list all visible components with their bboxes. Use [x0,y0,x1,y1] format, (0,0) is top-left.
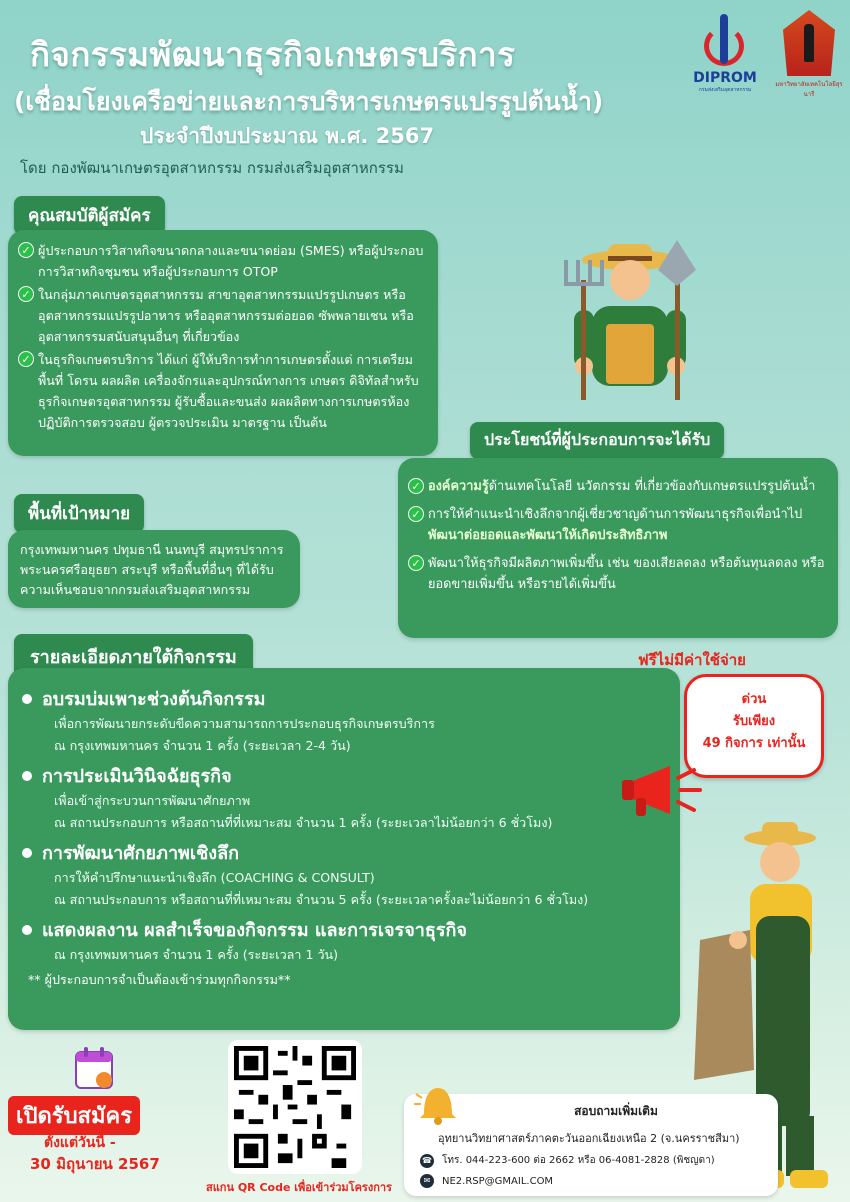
activity-line: ณ สถานประกอบการ หรือสถานที่ที่เหมาะสม จำนวน 5 ครั้ง (ระยะเวลาครั้งละไม่น้อยกว่า 6 ชั่วโมง) [54,892,589,907]
activity-title: การประเมินวินิจฉัยธุรกิจ [42,766,232,787]
list-item [408,476,826,498]
university-seal [783,10,835,76]
target-area-heading: พื้นที่เป้าหมาย [14,494,144,533]
target-area-text: กรุงเทพมหานคร ปทุมธานี นนทบุรี สมุทรปราการ พระนครศรีอยุธยา สระบุรี หรือพื้นที่อื่นๆ ที่ได้รับความเห็นชอบจากกรมส่งเสริมอุตสาหกรรม [20,542,284,597]
benefit-text [428,504,826,547]
bell-icon [412,1082,462,1126]
contact-title: สอบถามเพิ่มเติม [574,1104,658,1118]
activity-item [22,684,666,757]
qr-caption: สแกน QR Code เพื่อเข้าร่วมโครงการ [206,1181,392,1194]
list-item [18,349,428,433]
qualification-text: ในกลุ่มภาคเกษตรอุตสาหกรรม สาขาอุตสาหกรรมแปรรูปเกษตร หรืออุตสาหกรรมแปรรูปอาหาร หรืออุตสาหกรรมต่อยอด ซัพพลายเชน หรืออุตสาหกรรมสนับสนุนอื่นๆ ที่เกี่ยวข้อง [38,287,414,344]
megaphone-icon [620,760,704,820]
benefit-text [428,476,815,498]
check-icon: ✓ [408,506,424,522]
fiscal-year: ประจำปีงบประมาณ พ.ศ. 2567 [140,124,435,148]
target-area-panel [8,530,300,608]
check-icon: ✓ [18,286,34,302]
bullet-icon [22,694,32,704]
details-panel [8,668,680,1030]
contact-phone[interactable]: โทร. 044-223-600 ต่อ 2662 หรือ 06-4081-2828 (พิชญดา) [442,1155,715,1166]
phone-icon: ☎ [420,1154,434,1168]
activity-line: การให้คำปรึกษาแนะนำเชิงลึก (COACHING & CONSULT) [54,870,375,885]
registration-from: ตั้งแต่วันนี้ - [44,1135,116,1151]
activity-item [22,761,666,834]
limited-offer-bubble [684,674,824,778]
list-item [408,553,826,596]
activity-title: แสดงผลงาน ผลสำเร็จของกิจกรรม และการเจรจาธุรกิจ [42,920,467,941]
bullet-icon [22,848,32,858]
bubble-line: 49 กิจการ เท่านั้น [702,736,806,751]
activity-title: อบรมบ่มเพาะช่วงต้นกิจกรรม [42,689,266,710]
benefit-rest: พัฒนาให้ธุรกิจมีผลิตภาพเพิ่มขึ้น เช่น ของเสียลดลง หรือต้นทุนลดลง หรือยอดขายเพิ่มขึ้น หรือรายได้เพิ่มขึ้น [428,555,825,592]
contact-org: อุทยานวิทยาศาสตร์ภาคตะวันออกเฉียงเหนือ 2 (จ.นครราชสีมา) [438,1132,740,1145]
activity-line: ณ สถานประกอบการ หรือสถานที่ที่เหมาะสม จำนวน 1 ครั้ง (ระยะเวลาไม่น้อยกว่า 6 ชั่วโมง) [54,815,553,830]
participation-note: ** ผู้ประกอบการจำเป็นต้องเข้าร่วมทุกกิจกรรม** [28,972,291,987]
check-icon: ✓ [18,351,34,367]
benefit-emphasis: องค์ความรู้ [428,479,489,494]
list-item [18,240,428,282]
activity-title: การพัฒนาศักยภาพเชิงลึก [42,843,240,864]
benefit-rest: ด้านเทคโนโลยี นวัตกรรม ที่เกี่ยวข้องกับเกษตรแปรรูปต้นน้ำ [488,479,816,494]
benefits-heading: ประโยชน์ที่ผู้ประกอบการจะได้รับ [470,422,724,459]
qr-code-pattern [234,1046,356,1168]
diprom-logo-sub: กรมส่งเสริมอุตสาหกรรม [698,87,752,93]
activity-item [22,838,666,911]
registration-open-label: เปิดรับสมัคร [8,1096,140,1135]
details-heading: รายละเอียดภายใต้กิจกรรม [14,634,253,679]
activity-line: ณ กรุงเทพมหานคร จำนวน 1 ครั้ง (ระยะเวลา 2-4 วัน) [54,738,351,753]
free-label: ฟรีไม่มีค่าใช้จ่าย [638,651,746,669]
qualifications-panel [8,230,438,456]
benefits-panel [398,458,838,638]
check-icon: ✓ [408,555,424,571]
bullet-icon [22,925,32,935]
check-icon: ✓ [408,478,424,494]
university-logo-sub: มหาวิทยาลัยเทคโนโลยีสุรนารี [775,81,843,98]
benefit-rest: การให้คำแนะนำเชิงลึกจากผู้เชี่ยวชาญด้านการพัฒนาธุรกิจเพื่อนำไป [428,506,803,522]
check-icon: ✓ [18,242,34,258]
registration-deadline: 30 มิถุนายน 2567 [30,1155,160,1173]
bubble-line: ด่วน [741,692,767,707]
diprom-logo-name: DIPROM [693,70,757,86]
contact-email-row[interactable] [420,1174,768,1188]
activity-line: เพื่อการพัฒนายกระดับขีดความสามารถการประกอบธุรกิจเกษตรบริการ [54,716,435,731]
qualification-text: ในธุรกิจเกษตรบริการ ได้แก่ ผู้ให้บริการทำการเกษตรตั้งแต่ การเตรียมพื้นที่ โดรน ผลผลิต เครื่องจักรและอุปกรณ์ทางการ เกษตร ดิจิทัลสำหรับธุรกิจเกษตรอุตสาหกรรม ผู้รับซื้อและขนส่ง ผลผลิตทางการเกษตรห้องปฏิบัติการตรวจสอบ ผู้ตรวจประเมิน มาตรฐาน เป็นต้น [38,352,419,430]
page-title: กิจกรรมพัฒนาธุรกิจเกษตรบริการ [30,35,516,74]
activity-line: เพื่อเข้าสู่กระบวนการพัฒนาศักยภาพ [54,793,251,808]
contact-email[interactable]: NE2.RSP@GMAIL.COM [442,1175,554,1187]
list-item [18,284,428,347]
diprom-logo [688,14,762,100]
bullet-icon [22,771,32,781]
benefit-emphasis: พัฒนาต่อยอดและพัฒนาให้เกิดประสิทธิภาพ [428,528,668,543]
farmer-illustration [530,240,730,420]
activity-line: ณ กรุงเทพมหานคร จำนวน 1 ครั้ง (ระยะเวลา 1 วัน) [54,947,339,962]
mail-icon: ✉ [420,1174,434,1188]
page-subtitle: (เชื่อมโยงเครือข่ายและการบริหารเกษตรแปรรูปต้นน้ำ) [14,87,604,116]
qr-code[interactable] [228,1040,362,1174]
benefit-text [428,553,826,596]
qualification-text: ผู้ประกอบการวิสาหกิจขนาดกลางและขนาดย่อม (SMES) หรือผู้ประกอบการวิสาหกิจชุมชน หรือผู้ประกอบการ OTOP [38,243,424,279]
diprom-logo-mark [700,14,750,70]
qualifications-heading: คุณสมบัติผู้สมัคร [14,196,165,235]
university-logo [772,10,846,102]
contact-phone-row[interactable] [420,1153,768,1168]
bubble-line: รับเพียง [732,714,776,729]
organizer-byline: โดย กองพัฒนาเกษตรอุตสาหกรรม กรมส่งเสริมอุตสาหกรรม [20,159,404,177]
activity-item [22,915,666,966]
calendar-icon [74,1046,114,1090]
list-item [408,504,826,547]
